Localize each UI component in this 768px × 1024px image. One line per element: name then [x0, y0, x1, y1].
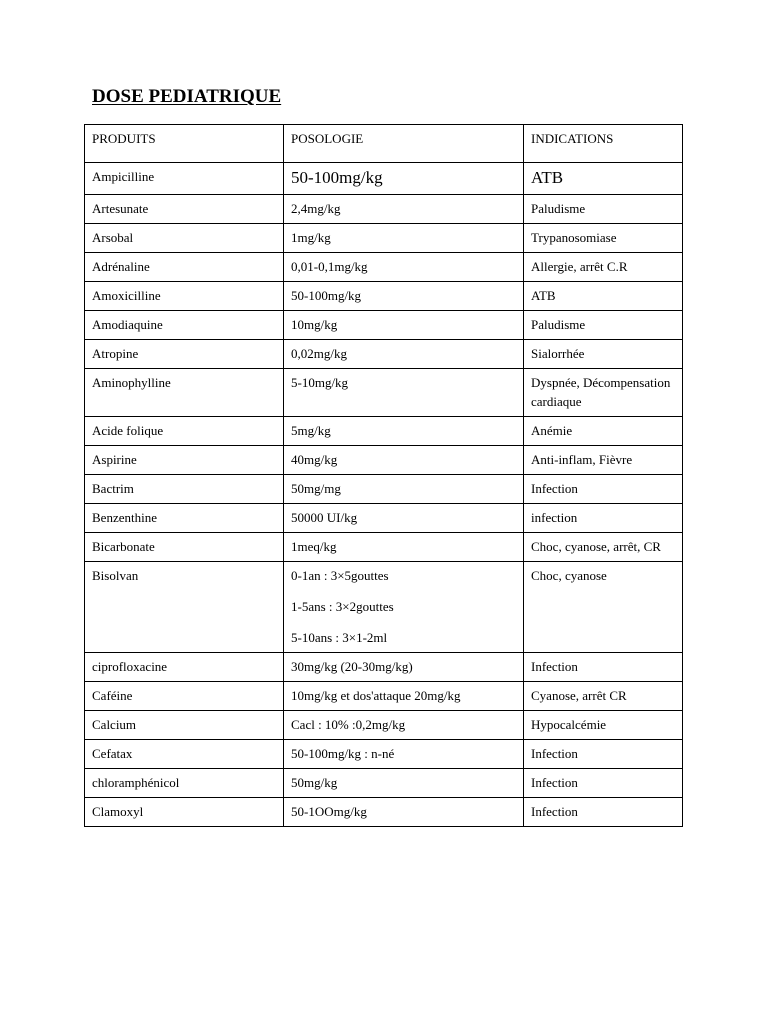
cell-indication: Anti-inflam, Fièvre [524, 446, 683, 475]
cell-posologie [284, 504, 524, 533]
cell-produit: Amoxicilline [85, 282, 284, 311]
cell-indication: Hypocalcémie [524, 711, 683, 740]
table-row [85, 195, 683, 224]
posologie-line: 50-100mg/kg [291, 288, 362, 303]
cell-produit: Bactrim [85, 475, 284, 504]
table-row [85, 682, 683, 711]
cell-posologie [284, 562, 524, 653]
header-produits: PRODUITS [85, 125, 284, 163]
cell-indication: Trypanosomiase [524, 224, 683, 253]
cell-posologie [284, 769, 524, 798]
table-row [85, 653, 683, 682]
cell-posologie [284, 253, 524, 282]
posologie-line: 0,02mg/kg [291, 346, 347, 361]
cell-posologie [284, 533, 524, 562]
cell-produit: Aminophylline [85, 369, 284, 417]
table-header-row [85, 125, 683, 163]
dosage-table [84, 124, 683, 827]
posologie-line: 5-10mg/kg [291, 375, 349, 390]
cell-indication: Infection [524, 769, 683, 798]
posologie-line: 0-1an : 3×5gouttes [291, 568, 389, 583]
posologie-line: Cacl : 10% :0,2mg/kg [291, 717, 406, 732]
cell-posologie [284, 340, 524, 369]
posologie-line: 10mg/kg [291, 317, 338, 332]
cell-posologie [284, 446, 524, 475]
cell-posologie [284, 163, 524, 195]
cell-indication: Sialorrhée [524, 340, 683, 369]
table-row [85, 769, 683, 798]
cell-produit: Arsobal [85, 224, 284, 253]
table-row [85, 282, 683, 311]
posologie-line: 10mg/kg et dos'attaque 20mg/kg [291, 688, 461, 703]
table-row [85, 798, 683, 827]
cell-indication: Infection [524, 653, 683, 682]
cell-indication: Dyspnée, Décompensation cardiaque [524, 369, 683, 417]
cell-indication: Infection [524, 740, 683, 769]
posologie-line: 1meq/kg [291, 539, 337, 554]
cell-indication: infection [524, 504, 683, 533]
cell-produit: Cefatax [85, 740, 284, 769]
header-posologie: POSOLOGIE [284, 125, 524, 163]
cell-indication: Infection [524, 475, 683, 504]
cell-posologie [284, 195, 524, 224]
cell-produit: Bicarbonate [85, 533, 284, 562]
table-row [85, 417, 683, 446]
cell-posologie [284, 653, 524, 682]
cell-produit: Calcium [85, 711, 284, 740]
cell-posologie [284, 711, 524, 740]
table-row [85, 475, 683, 504]
posologie-line: 50-100mg/kg : n-né [291, 746, 395, 761]
cell-indication: Paludisme [524, 311, 683, 340]
cell-produit: Aspirine [85, 446, 284, 475]
cell-indication: Choc, cyanose [524, 562, 683, 653]
cell-posologie [284, 369, 524, 417]
table-row [85, 504, 683, 533]
table-row [85, 224, 683, 253]
cell-posologie [284, 475, 524, 504]
cell-posologie [284, 740, 524, 769]
posologie-line: 5mg/kg [291, 423, 331, 438]
cell-produit: Ampicilline [85, 163, 284, 195]
cell-indication: Allergie, arrêt C.R [524, 253, 683, 282]
cell-posologie [284, 682, 524, 711]
cell-indication: Cyanose, arrêt CR [524, 682, 683, 711]
document-title: DOSE PEDIATRIQUE [92, 86, 282, 107]
cell-indication: ATB [524, 163, 683, 195]
cell-produit: Clamoxyl [85, 798, 284, 827]
cell-posologie [284, 798, 524, 827]
posologie-line: 2,4mg/kg [291, 201, 341, 216]
posologie-line: 50mg/kg [291, 775, 338, 790]
header-indications: INDICATIONS [524, 125, 683, 163]
cell-produit: chloramphénicol [85, 769, 284, 798]
cell-indication: ATB [524, 282, 683, 311]
table-row [85, 740, 683, 769]
posologie-line: 50000 UI/kg [291, 510, 358, 525]
posologie-line: 50-1OOmg/kg [291, 804, 367, 819]
cell-produit: Acide folique [85, 417, 284, 446]
cell-produit: Artesunate [85, 195, 284, 224]
cell-posologie [284, 417, 524, 446]
table-row [85, 369, 683, 417]
cell-indication: Infection [524, 798, 683, 827]
cell-produit: Atropine [85, 340, 284, 369]
table-row [85, 340, 683, 369]
posologie-line: 0,01-0,1mg/kg [291, 259, 368, 274]
table-row [85, 446, 683, 475]
cell-posologie [284, 311, 524, 340]
table-row [85, 253, 683, 282]
table-row [85, 562, 683, 653]
cell-indication: Choc, cyanose, arrêt, CR [524, 533, 683, 562]
cell-produit: Benzenthine [85, 504, 284, 533]
cell-posologie [284, 224, 524, 253]
posologie-line: 40mg/kg [291, 452, 338, 467]
cell-produit: Amodiaquine [85, 311, 284, 340]
cell-produit: Adrénaline [85, 253, 284, 282]
table-row [85, 163, 683, 195]
cell-produit: ciprofloxacine [85, 653, 284, 682]
table-row [85, 711, 683, 740]
cell-produit: Bisolvan [85, 562, 284, 653]
table-row [85, 311, 683, 340]
posologie-line: 1mg/kg [291, 230, 331, 245]
cell-indication: Paludisme [524, 195, 683, 224]
posologie-line: 5-10ans : 3×1-2ml [291, 630, 388, 645]
cell-indication: Anémie [524, 417, 683, 446]
posologie-line: 1-5ans : 3×2gouttes [291, 599, 394, 614]
posologie-line: 30mg/kg (20-30mg/kg) [291, 659, 413, 674]
cell-posologie [284, 282, 524, 311]
posologie-line: 50-100mg/kg [291, 168, 383, 187]
posologie-line: 50mg/mg [291, 481, 341, 496]
table-row [85, 533, 683, 562]
cell-produit: Caféine [85, 682, 284, 711]
